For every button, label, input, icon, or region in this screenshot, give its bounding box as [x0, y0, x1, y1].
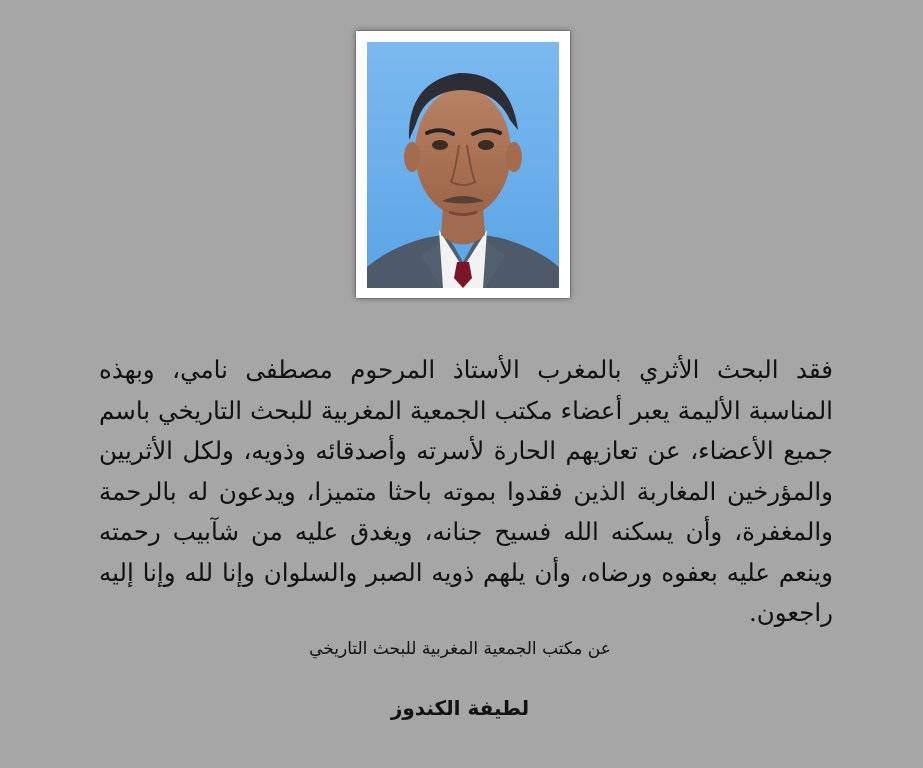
sender-line: عن مكتب الجمعية المغربية للبحث التاريخي [309, 639, 611, 659]
portrait-frame [356, 31, 570, 298]
portrait-illustration [367, 42, 559, 288]
signer-name: لطيفة الكندوز [390, 696, 530, 720]
portrait-photo [367, 42, 559, 288]
condolence-text: فقد البحث الأثري بالمغرب الأستاذ المرحوم مصطفى نامي، وبهذه المناسبة الأليمة يعبر أعضاء مكتب الجمعية المغربية للبحث التاريخي باسم جميع الأعضاء، عن تعازيهم الحارة لأسرته وأصدقائه وذويه، ولكل الأثريين والمؤرخين المغاربة الذين فقدوا بموته باحثا متميزا، ويدعون له بالرحمة والمغفرة، وأن يسكنه الله فسيح جنانه، ويغدق عليه من شآبيب رحمته وينعم عليه بعفوه ورضاه، وأن يلهم ذويه الصبر والسلوان وإنا لله وإنا إليه راجعون. [99, 355, 833, 627]
